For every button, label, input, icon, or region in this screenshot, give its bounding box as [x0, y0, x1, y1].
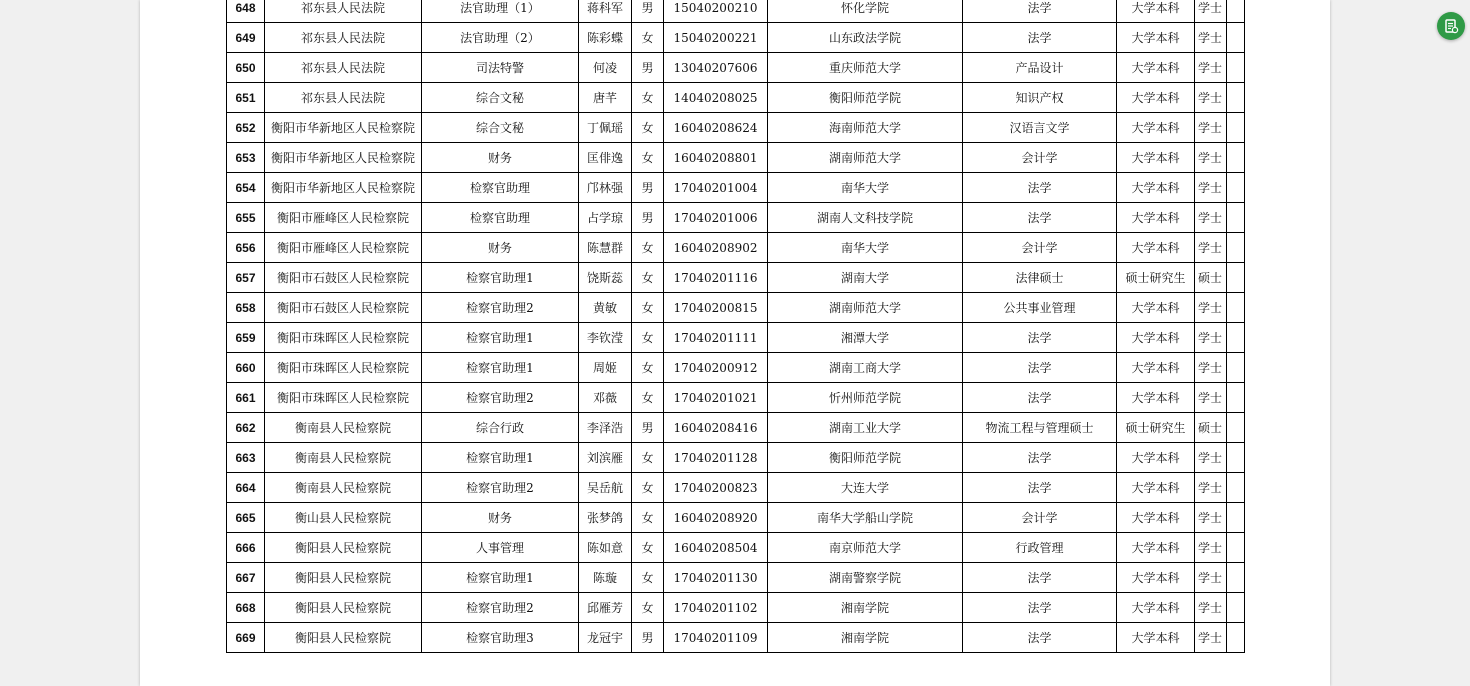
table-row: [227, 143, 1245, 173]
degree-cell: 学士: [1195, 503, 1227, 533]
major-cell: 汉语言文学: [963, 113, 1117, 143]
gender-cell: 女: [632, 233, 664, 263]
table-row: [227, 563, 1245, 593]
table-row: [227, 203, 1245, 233]
position-cell: 综合文秘: [422, 113, 579, 143]
exam-id-cell: 16040208504: [664, 533, 768, 563]
gender-cell: 女: [632, 503, 664, 533]
employer-cell: 祁东县人民法院: [265, 83, 422, 113]
position-cell: 人事管理: [422, 533, 579, 563]
school-cell: 湘南学院: [768, 623, 963, 653]
empty-cell: [1227, 233, 1245, 263]
table-row: [227, 473, 1245, 503]
row-number: 663: [227, 443, 265, 473]
position-cell: 财务: [422, 143, 579, 173]
school-cell: 海南师范大学: [768, 113, 963, 143]
row-number: 661: [227, 383, 265, 413]
name-cell: 陈慧群: [579, 233, 632, 263]
degree-cell: 学士: [1195, 83, 1227, 113]
exam-id-cell: 17040200912: [664, 353, 768, 383]
empty-cell: [1227, 293, 1245, 323]
position-cell: 综合文秘: [422, 83, 579, 113]
row-number: 654: [227, 173, 265, 203]
school-cell: 怀化学院: [768, 0, 963, 23]
school-cell: 衡阳师范学院: [768, 443, 963, 473]
row-number: 650: [227, 53, 265, 83]
row-number: 658: [227, 293, 265, 323]
empty-cell: [1227, 623, 1245, 653]
school-cell: 湖南警察学院: [768, 563, 963, 593]
empty-cell: [1227, 443, 1245, 473]
table-row: [227, 533, 1245, 563]
row-number: 665: [227, 503, 265, 533]
education-cell: 大学本科: [1117, 533, 1195, 563]
exam-id-cell: 17040201102: [664, 593, 768, 623]
table-row: [227, 113, 1245, 143]
empty-cell: [1227, 53, 1245, 83]
name-cell: 李泽浩: [579, 413, 632, 443]
name-cell: 刘滨雁: [579, 443, 632, 473]
name-cell: 陈璇: [579, 563, 632, 593]
row-number: 657: [227, 263, 265, 293]
row-number: 668: [227, 593, 265, 623]
school-cell: 大连大学: [768, 473, 963, 503]
degree-cell: 学士: [1195, 0, 1227, 23]
education-cell: 大学本科: [1117, 563, 1195, 593]
employer-cell: 衡阳市华新地区人民检察院: [265, 173, 422, 203]
education-cell: 大学本科: [1117, 593, 1195, 623]
document-page: [140, 0, 1330, 686]
position-cell: 检察官助理1: [422, 443, 579, 473]
empty-cell: [1227, 563, 1245, 593]
major-cell: 会计学: [963, 233, 1117, 263]
document-icon: [1443, 18, 1459, 34]
position-cell: 法官助理（2）: [422, 23, 579, 53]
empty-cell: [1227, 383, 1245, 413]
employer-cell: 衡阳县人民检察院: [265, 533, 422, 563]
major-cell: 产品设计: [963, 53, 1117, 83]
school-cell: 忻州师范学院: [768, 383, 963, 413]
major-cell: 法学: [963, 23, 1117, 53]
employer-cell: 衡阳市石鼓区人民检察院: [265, 293, 422, 323]
empty-cell: [1227, 533, 1245, 563]
major-cell: 法学: [963, 623, 1117, 653]
exam-id-cell: 16040208624: [664, 113, 768, 143]
row-number: 669: [227, 623, 265, 653]
gender-cell: 女: [632, 113, 664, 143]
degree-cell: 学士: [1195, 203, 1227, 233]
empty-cell: [1227, 593, 1245, 623]
row-number: 655: [227, 203, 265, 233]
empty-cell: [1227, 413, 1245, 443]
row-number: 652: [227, 113, 265, 143]
table-row: [227, 593, 1245, 623]
education-cell: 大学本科: [1117, 503, 1195, 533]
position-cell: 法官助理（1）: [422, 0, 579, 23]
empty-cell: [1227, 503, 1245, 533]
position-cell: 财务: [422, 503, 579, 533]
exam-id-cell: 15040200221: [664, 23, 768, 53]
position-cell: 司法特警: [422, 53, 579, 83]
name-cell: 龙冠宇: [579, 623, 632, 653]
employer-cell: 衡南县人民检察院: [265, 443, 422, 473]
major-cell: 法学: [963, 593, 1117, 623]
school-cell: 南华大学: [768, 233, 963, 263]
exam-id-cell: 16040208902: [664, 233, 768, 263]
exam-id-cell: 17040201109: [664, 623, 768, 653]
gender-cell: 女: [632, 593, 664, 623]
education-cell: 大学本科: [1117, 0, 1195, 23]
empty-cell: [1227, 353, 1245, 383]
empty-cell: [1227, 83, 1245, 113]
degree-cell: 学士: [1195, 383, 1227, 413]
employer-cell: 祁东县人民法院: [265, 0, 422, 23]
gender-cell: 男: [632, 203, 664, 233]
table-row: [227, 383, 1245, 413]
degree-cell: 学士: [1195, 113, 1227, 143]
education-cell: 大学本科: [1117, 473, 1195, 503]
major-cell: 法学: [963, 323, 1117, 353]
major-cell: 法学: [963, 443, 1117, 473]
education-cell: 大学本科: [1117, 353, 1195, 383]
table-row: [227, 83, 1245, 113]
degree-cell: 学士: [1195, 353, 1227, 383]
degree-cell: 硕士: [1195, 413, 1227, 443]
school-cell: 湖南大学: [768, 263, 963, 293]
name-cell: 蒋科军: [579, 0, 632, 23]
name-cell: 何凌: [579, 53, 632, 83]
major-cell: 行政管理: [963, 533, 1117, 563]
exam-id-cell: 14040208025: [664, 83, 768, 113]
position-cell: 检察官助理3: [422, 623, 579, 653]
gender-cell: 女: [632, 143, 664, 173]
employer-cell: 衡南县人民检察院: [265, 413, 422, 443]
exam-id-cell: 13040207606: [664, 53, 768, 83]
employer-cell: 衡阳市珠晖区人民检察院: [265, 353, 422, 383]
exam-id-cell: 16040208920: [664, 503, 768, 533]
position-cell: 财务: [422, 233, 579, 263]
employer-cell: 衡阳县人民检察院: [265, 623, 422, 653]
exam-id-cell: 17040200815: [664, 293, 768, 323]
gender-cell: 女: [632, 353, 664, 383]
school-cell: 衡阳师范学院: [768, 83, 963, 113]
degree-cell: 学士: [1195, 23, 1227, 53]
degree-cell: 学士: [1195, 533, 1227, 563]
employer-cell: 衡山县人民检察院: [265, 503, 422, 533]
empty-cell: [1227, 173, 1245, 203]
position-cell: 检察官助理2: [422, 383, 579, 413]
gender-cell: 男: [632, 413, 664, 443]
school-cell: 湖南师范大学: [768, 293, 963, 323]
name-cell: 唐芊: [579, 83, 632, 113]
employer-cell: 衡阳市雁峰区人民检察院: [265, 233, 422, 263]
gender-cell: 女: [632, 323, 664, 353]
degree-cell: 学士: [1195, 623, 1227, 653]
empty-cell: [1227, 473, 1245, 503]
gender-cell: 女: [632, 383, 664, 413]
table-row: [227, 23, 1245, 53]
gender-cell: 男: [632, 173, 664, 203]
degree-cell: 学士: [1195, 143, 1227, 173]
major-cell: 法学: [963, 353, 1117, 383]
major-cell: 法学: [963, 0, 1117, 23]
name-cell: 丁佩瑶: [579, 113, 632, 143]
employer-cell: 衡阳市雁峰区人民检察院: [265, 203, 422, 233]
table-row: [227, 413, 1245, 443]
school-cell: 湘南学院: [768, 593, 963, 623]
education-cell: 大学本科: [1117, 443, 1195, 473]
row-number: 662: [227, 413, 265, 443]
major-cell: 法律硕士: [963, 263, 1117, 293]
degree-cell: 学士: [1195, 443, 1227, 473]
name-cell: 陈彩蝶: [579, 23, 632, 53]
education-cell: 大学本科: [1117, 53, 1195, 83]
exam-id-cell: 17040200823: [664, 473, 768, 503]
side-document-button[interactable]: [1437, 12, 1465, 40]
table-row: [227, 293, 1245, 323]
name-cell: 李钦滢: [579, 323, 632, 353]
position-cell: 检察官助理2: [422, 593, 579, 623]
employer-cell: 衡阳县人民检察院: [265, 593, 422, 623]
table-row: [227, 443, 1245, 473]
gender-cell: 女: [632, 473, 664, 503]
education-cell: 硕士研究生: [1117, 263, 1195, 293]
employer-cell: 衡阳市石鼓区人民检察院: [265, 263, 422, 293]
school-cell: 南京师范大学: [768, 533, 963, 563]
education-cell: 大学本科: [1117, 113, 1195, 143]
position-cell: 检察官助理1: [422, 353, 579, 383]
education-cell: 大学本科: [1117, 623, 1195, 653]
empty-cell: [1227, 143, 1245, 173]
position-cell: 检察官助理2: [422, 473, 579, 503]
gender-cell: 女: [632, 23, 664, 53]
empty-cell: [1227, 203, 1245, 233]
school-cell: 湖南师范大学: [768, 143, 963, 173]
empty-cell: [1227, 23, 1245, 53]
table-row: [227, 263, 1245, 293]
major-cell: 会计学: [963, 143, 1117, 173]
major-cell: 法学: [963, 473, 1117, 503]
row-number: 648: [227, 0, 265, 23]
education-cell: 大学本科: [1117, 293, 1195, 323]
gender-cell: 女: [632, 443, 664, 473]
position-cell: 检察官助理1: [422, 563, 579, 593]
employer-cell: 祁东县人民法院: [265, 53, 422, 83]
education-cell: 硕士研究生: [1117, 413, 1195, 443]
exam-id-cell: 17040201130: [664, 563, 768, 593]
education-cell: 大学本科: [1117, 323, 1195, 353]
row-number: 666: [227, 533, 265, 563]
table-row: [227, 173, 1245, 203]
employer-cell: 衡阳市珠晖区人民检察院: [265, 323, 422, 353]
degree-cell: 学士: [1195, 563, 1227, 593]
employer-cell: 衡阳市华新地区人民检察院: [265, 143, 422, 173]
degree-cell: 学士: [1195, 593, 1227, 623]
gender-cell: 男: [632, 53, 664, 83]
position-cell: 检察官助理: [422, 203, 579, 233]
exam-id-cell: 17040201006: [664, 203, 768, 233]
exam-id-cell: 16040208801: [664, 143, 768, 173]
school-cell: 重庆师范大学: [768, 53, 963, 83]
gender-cell: 女: [632, 563, 664, 593]
gender-cell: 女: [632, 533, 664, 563]
empty-cell: [1227, 323, 1245, 353]
degree-cell: 学士: [1195, 293, 1227, 323]
name-cell: 邓薇: [579, 383, 632, 413]
row-number: 651: [227, 83, 265, 113]
degree-cell: 学士: [1195, 473, 1227, 503]
major-cell: 公共事业管理: [963, 293, 1117, 323]
name-cell: 周姬: [579, 353, 632, 383]
employer-cell: 衡阳县人民检察院: [265, 563, 422, 593]
major-cell: 法学: [963, 203, 1117, 233]
exam-id-cell: 17040201004: [664, 173, 768, 203]
name-cell: 匡俳逸: [579, 143, 632, 173]
empty-cell: [1227, 263, 1245, 293]
school-cell: 南华大学船山学院: [768, 503, 963, 533]
table-row: [227, 503, 1245, 533]
empty-cell: [1227, 0, 1245, 23]
name-cell: 张梦鸽: [579, 503, 632, 533]
exam-id-cell: 17040201021: [664, 383, 768, 413]
name-cell: 占学琼: [579, 203, 632, 233]
position-cell: 综合行政: [422, 413, 579, 443]
row-number: 664: [227, 473, 265, 503]
name-cell: 黄敏: [579, 293, 632, 323]
row-number: 667: [227, 563, 265, 593]
education-cell: 大学本科: [1117, 203, 1195, 233]
major-cell: 法学: [963, 383, 1117, 413]
major-cell: 法学: [963, 563, 1117, 593]
table-row: [227, 0, 1245, 23]
exam-id-cell: 16040208416: [664, 413, 768, 443]
school-cell: 南华大学: [768, 173, 963, 203]
education-cell: 大学本科: [1117, 383, 1195, 413]
name-cell: 饶斯蕊: [579, 263, 632, 293]
gender-cell: 男: [632, 623, 664, 653]
table-row: [227, 623, 1245, 653]
degree-cell: 硕士: [1195, 263, 1227, 293]
exam-id-cell: 15040200210: [664, 0, 768, 23]
table-row: [227, 233, 1245, 263]
education-cell: 大学本科: [1117, 143, 1195, 173]
exam-id-cell: 17040201128: [664, 443, 768, 473]
education-cell: 大学本科: [1117, 83, 1195, 113]
position-cell: 检察官助理: [422, 173, 579, 203]
degree-cell: 学士: [1195, 323, 1227, 353]
gender-cell: 女: [632, 263, 664, 293]
degree-cell: 学士: [1195, 173, 1227, 203]
education-cell: 大学本科: [1117, 233, 1195, 263]
gender-cell: 女: [632, 83, 664, 113]
employer-cell: 祁东县人民法院: [265, 23, 422, 53]
empty-cell: [1227, 113, 1245, 143]
major-cell: 法学: [963, 173, 1117, 203]
major-cell: 会计学: [963, 503, 1117, 533]
table-row: [227, 53, 1245, 83]
employer-cell: 衡南县人民检察院: [265, 473, 422, 503]
name-cell: 邱雁芳: [579, 593, 632, 623]
school-cell: 山东政法学院: [768, 23, 963, 53]
table-row: [227, 353, 1245, 383]
name-cell: 吴岳航: [579, 473, 632, 503]
employer-cell: 衡阳市华新地区人民检察院: [265, 113, 422, 143]
school-cell: 湖南人文科技学院: [768, 203, 963, 233]
education-cell: 大学本科: [1117, 173, 1195, 203]
education-cell: 大学本科: [1117, 23, 1195, 53]
name-cell: 陈如意: [579, 533, 632, 563]
school-cell: 湖南工业大学: [768, 413, 963, 443]
name-cell: 邝林强: [579, 173, 632, 203]
row-number: 659: [227, 323, 265, 353]
school-cell: 湘潭大学: [768, 323, 963, 353]
exam-id-cell: 17040201116: [664, 263, 768, 293]
roster-table: [226, 0, 1245, 653]
position-cell: 检察官助理1: [422, 323, 579, 353]
row-number: 660: [227, 353, 265, 383]
degree-cell: 学士: [1195, 233, 1227, 263]
gender-cell: 女: [632, 293, 664, 323]
roster-body: [227, 0, 1245, 653]
row-number: 653: [227, 143, 265, 173]
position-cell: 检察官助理1: [422, 263, 579, 293]
school-cell: 湖南工商大学: [768, 353, 963, 383]
row-number: 656: [227, 233, 265, 263]
exam-id-cell: 17040201111: [664, 323, 768, 353]
employer-cell: 衡阳市珠晖区人民检察院: [265, 383, 422, 413]
row-number: 649: [227, 23, 265, 53]
degree-cell: 学士: [1195, 53, 1227, 83]
position-cell: 检察官助理2: [422, 293, 579, 323]
gender-cell: 男: [632, 0, 664, 23]
major-cell: 知识产权: [963, 83, 1117, 113]
major-cell: 物流工程与管理硕士: [963, 413, 1117, 443]
table-row: [227, 323, 1245, 353]
